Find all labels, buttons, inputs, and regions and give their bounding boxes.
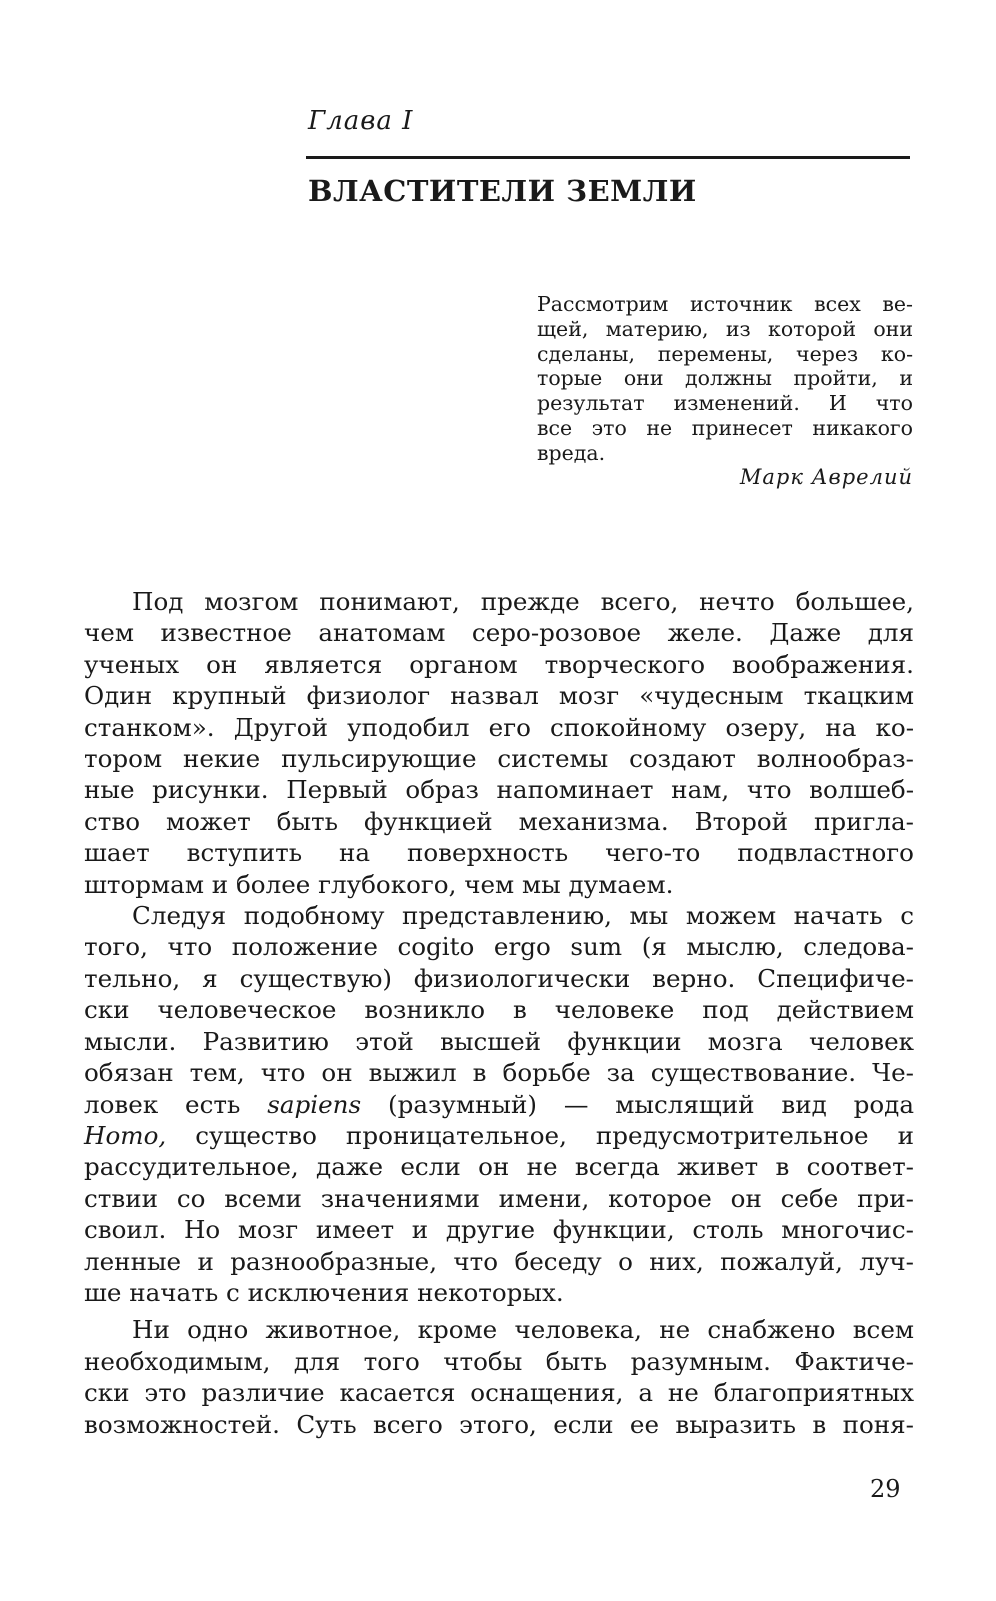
epigraph-line: результат изменений. И что	[537, 391, 913, 416]
text-line: мысли. Развитию этой высшей функции мозга человек	[84, 1026, 914, 1056]
text-line: ше начать с исключения некоторых.	[84, 1277, 564, 1307]
text-line: Один крупный физиолог назвал мозг «чудесным ткацким	[84, 681, 914, 711]
text-line: ствии со всеми значениями имени, которое он себе при-	[84, 1183, 914, 1213]
epigraph-line: все это не принесет никакого	[537, 415, 913, 440]
epigraph-line: торые они должны пройти, и	[537, 366, 913, 391]
text-line: ски человеческое возникло в человеке под действием	[84, 995, 914, 1025]
text-line: ученых он является органом творческого воображения.	[84, 649, 914, 679]
text-line	[84, 1089, 914, 1120]
text-line: тором некие пульсирующие системы создают волнообраз-	[84, 744, 914, 774]
epigraph	[537, 292, 913, 466]
epigraph-author: Марк Аврелий	[739, 465, 913, 489]
text-line: того, что положение cogito ergo sum (я мыслю, следова-	[84, 932, 914, 962]
text-line: своил. Но мозг имеет и другие функции, столь многочис-	[84, 1215, 914, 1245]
text-line	[84, 1120, 914, 1151]
italic-term: sapiens	[267, 1089, 362, 1119]
text-line: возможностей. Суть всего этого, если ее выразить в поня-	[84, 1409, 914, 1439]
text-line: ски это различие касается оснащения, а не благоприятных	[84, 1378, 914, 1408]
text-line: тельно, я существую) физиологически верно. Специфиче-	[84, 963, 914, 993]
text-line: ство может быть функцией механизма. Второй пригла-	[84, 806, 914, 836]
chapter-title: ВЛАСТИТЕЛИ ЗЕМЛИ	[308, 174, 697, 208]
italic-term: Homo,	[84, 1120, 167, 1150]
text-line: шает вступить на поверхность чего-то подвластного	[84, 838, 914, 868]
text-segment: ловек есть	[84, 1089, 268, 1119]
text-line: штормам и более глубокого, чем мы думаем.	[84, 869, 674, 899]
epigraph-line: вреда.	[537, 440, 606, 465]
text-segment: существо проницательное, предусмотрительное и	[166, 1120, 914, 1150]
text-line: ленные и разнообразные, что беседу о них, пожалуй, луч-	[84, 1246, 914, 1276]
text-line: обязан тем, что он выжил в борьбе за существование. Че-	[84, 1058, 914, 1088]
text-line: рассудительное, даже если он не всегда живет в соответ-	[84, 1152, 914, 1182]
text-line: необходимым, для того чтобы быть разумным. Фактиче-	[84, 1346, 914, 1376]
text-line: ные рисунки. Первый образ напоминает нам, что волшеб-	[84, 775, 914, 805]
page-number: 29	[870, 1475, 901, 1503]
text-segment: (разумный) — мыслящий вид рода	[361, 1089, 914, 1119]
epigraph-line: сделаны, перемены, через ко-	[537, 341, 913, 366]
epigraph-line: щей, материю, из которой они	[537, 316, 913, 341]
chapter-label: Глава I	[308, 106, 414, 136]
text-line: станком». Другой уподобил его спокойному озеру, на ко-	[84, 712, 914, 742]
text-line: Под мозгом понимают, прежде всего, нечто большее,	[132, 587, 914, 616]
chapter-rule	[306, 156, 910, 159]
text-line: чем известное анатомам серо-розовое желе. Даже для	[84, 618, 914, 648]
body-text	[84, 586, 914, 1440]
text-line: Следуя подобному представлению, мы можем начать с	[132, 901, 914, 931]
text-line: Ни одно животное, кроме человека, не снабжено всем	[132, 1315, 914, 1345]
epigraph-line: Рассмотрим источник всех ве-	[537, 292, 913, 316]
